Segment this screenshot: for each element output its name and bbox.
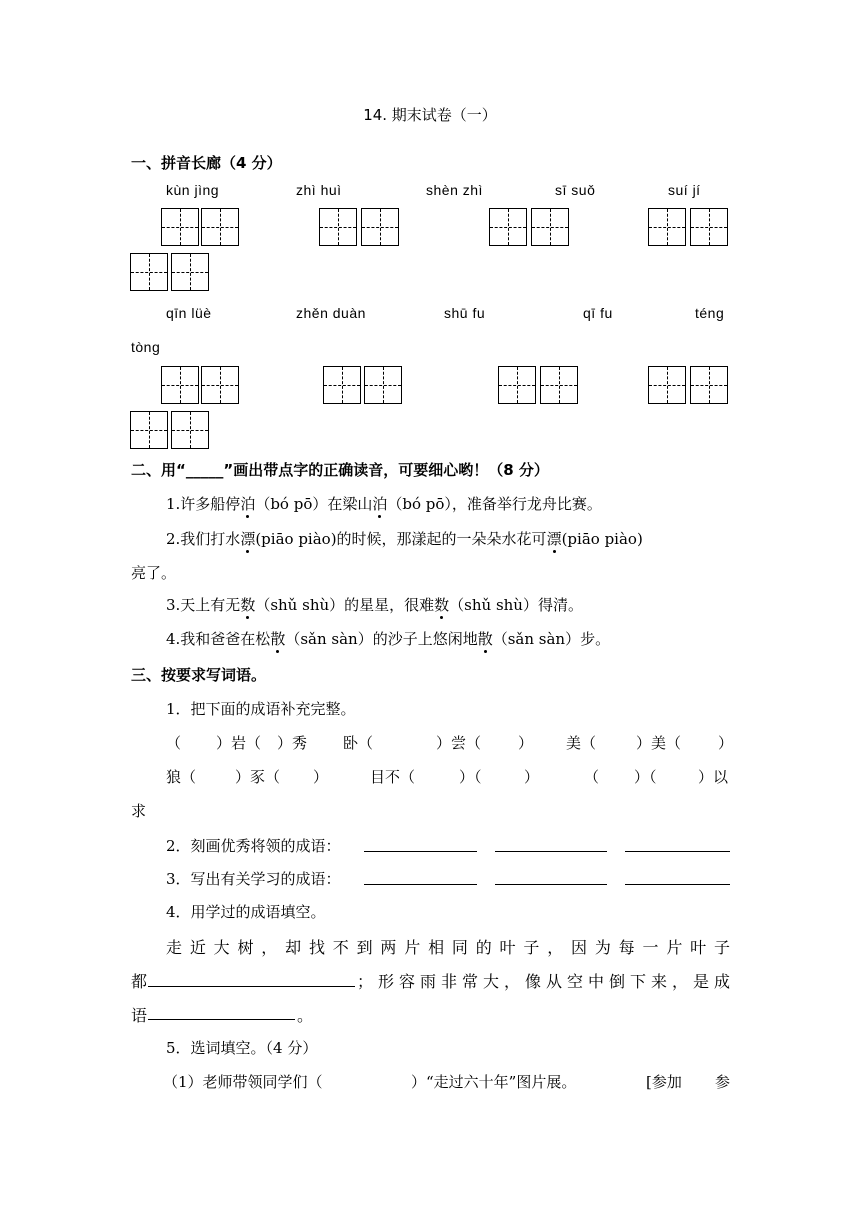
answer-line[interactable]	[625, 884, 730, 885]
dotted-char: 数	[240, 596, 256, 614]
idiom-part: 卧（	[343, 734, 374, 752]
question-3-5: 5．选词填空。（4 分）	[166, 1039, 318, 1057]
pinyin-3: shèn zhì	[426, 182, 483, 198]
char-box[interactable]	[531, 208, 569, 246]
text: 2.我们打水	[166, 530, 241, 548]
dotted-char: 散	[477, 630, 493, 648]
text: （sǎn sàn）的沙子上悠闲地	[285, 630, 478, 648]
pinyin-8: shū fu	[444, 305, 486, 321]
pinyin-4: sī suǒ	[555, 182, 596, 198]
char-box[interactable]	[161, 208, 199, 246]
char-box[interactable]	[489, 208, 527, 246]
idiom-part: ）	[718, 734, 734, 752]
pinyin-7: zhěn duàn	[296, 305, 366, 321]
text: (piāo piào)的时候，那漾起的一朵朵水花可	[255, 530, 547, 548]
question-3-4: 4．用学过的成语填空。	[166, 903, 326, 921]
char-box[interactable]	[498, 366, 536, 404]
q4-line-3-prefix: 语	[131, 1006, 148, 1025]
char-box[interactable]	[171, 253, 209, 291]
char-box[interactable]	[130, 253, 168, 291]
answer-line[interactable]	[625, 851, 730, 852]
text: （shǔ shù）的星星，很难	[255, 596, 435, 614]
text: （sǎn sàn）步。	[492, 630, 611, 648]
pinyin-6: qīn lüè	[166, 305, 212, 321]
idiom-part: ）	[518, 734, 534, 752]
pinyin-10: téng	[695, 305, 725, 321]
dotted-char: 漂	[240, 530, 256, 548]
dotted-char: 漂	[546, 530, 562, 548]
q5-1-start: （1）老师带领同学们（	[163, 1073, 323, 1091]
question-2-2-wrap: 亮了。	[131, 564, 177, 582]
char-box[interactable]	[364, 366, 402, 404]
idiom-part: ）秀	[277, 734, 308, 752]
section-2-heading: 二、用“_____”画出带点字的正确读音，可要细心哟！（8 分）	[131, 461, 549, 479]
char-box[interactable]	[323, 366, 361, 404]
question-2-1	[166, 493, 602, 514]
section-1-heading: 一、拼音长廊（4 分）	[131, 154, 282, 172]
idiom-part: ）岩（	[216, 734, 262, 752]
char-box[interactable]	[130, 411, 168, 449]
char-box[interactable]	[648, 208, 686, 246]
question-3-1: 1．把下面的成语补充完整。	[166, 700, 356, 718]
text: (piāo piào)	[561, 530, 643, 548]
dotted-char: 泊	[372, 495, 388, 513]
question-2-4	[166, 628, 610, 649]
pinyin-1: kùn jìng	[166, 182, 220, 198]
q4-line-2: ；形容雨非常大，像从空中倒下来，是成	[357, 972, 730, 991]
char-box[interactable]	[201, 366, 239, 404]
answer-line[interactable]	[148, 986, 355, 987]
question-3-3: 3．写出有关学习的成语：	[166, 870, 341, 888]
pinyin-9: qī fu	[583, 305, 613, 321]
idiom-part: （	[584, 768, 600, 786]
idiom-part: ）（	[459, 768, 482, 786]
idiom-part: （	[166, 734, 182, 752]
question-2-3	[166, 594, 583, 615]
question-2-2	[166, 528, 643, 549]
q4-line-3-end: 。	[297, 1006, 314, 1025]
answer-line[interactable]	[148, 1019, 295, 1020]
char-box[interactable]	[171, 411, 209, 449]
char-box[interactable]	[361, 208, 399, 246]
q5-1-option: [参加	[646, 1073, 682, 1091]
text: 1.许多船停	[166, 495, 241, 513]
q5-1-option-2: 参	[715, 1073, 731, 1091]
answer-line[interactable]	[364, 851, 477, 852]
question-3-2: 2．刻画优秀将领的成语：	[166, 837, 341, 855]
idiom-part: ）（	[634, 768, 657, 786]
idiom-part: ）以	[698, 768, 729, 786]
char-box[interactable]	[690, 208, 728, 246]
pinyin-5: suí jí	[668, 182, 701, 198]
text: （bó pō），准备举行龙舟比赛。	[387, 495, 602, 513]
pinyin-2: zhì huì	[296, 182, 342, 198]
char-box[interactable]	[201, 208, 239, 246]
idiom-wrap: 求	[131, 802, 147, 820]
idiom-part: ）美（	[636, 734, 682, 752]
answer-line[interactable]	[495, 884, 607, 885]
dotted-char: 泊	[240, 495, 256, 513]
page-title: 14. 期末试卷（一）	[363, 106, 497, 124]
idiom-part: ）尝（	[436, 734, 482, 752]
q5-1-mid: ）“走过六十年”图片展。	[411, 1073, 577, 1091]
q4-line-2-prefix: 都	[131, 972, 148, 991]
section-3-heading: 三、按要求写词语。	[131, 666, 267, 684]
text: （bó pō）在梁山	[255, 495, 373, 513]
idiom-part: ）	[313, 768, 329, 786]
pinyin-10-wrap: tòng	[131, 339, 161, 355]
idiom-part: 美（	[566, 734, 597, 752]
idiom-part: ）	[524, 768, 540, 786]
char-box[interactable]	[319, 208, 357, 246]
char-box[interactable]	[540, 366, 578, 404]
q4-line-1: 走近大树，却找不到两片相同的叶子，因为每一片叶子	[166, 938, 730, 957]
text: 4.我和爸爸在松	[166, 630, 271, 648]
char-box[interactable]	[690, 366, 728, 404]
idiom-part: 狼（	[166, 768, 197, 786]
answer-line[interactable]	[495, 851, 607, 852]
idiom-part: 目不（	[370, 768, 416, 786]
dotted-char: 散	[270, 630, 286, 648]
text: 3.天上有无	[166, 596, 241, 614]
idiom-part: ）豕（	[235, 768, 281, 786]
text: （shǔ shù）得清。	[449, 596, 583, 614]
char-box[interactable]	[648, 366, 686, 404]
answer-line[interactable]	[364, 884, 477, 885]
char-box[interactable]	[161, 366, 199, 404]
dotted-char: 数	[434, 596, 450, 614]
